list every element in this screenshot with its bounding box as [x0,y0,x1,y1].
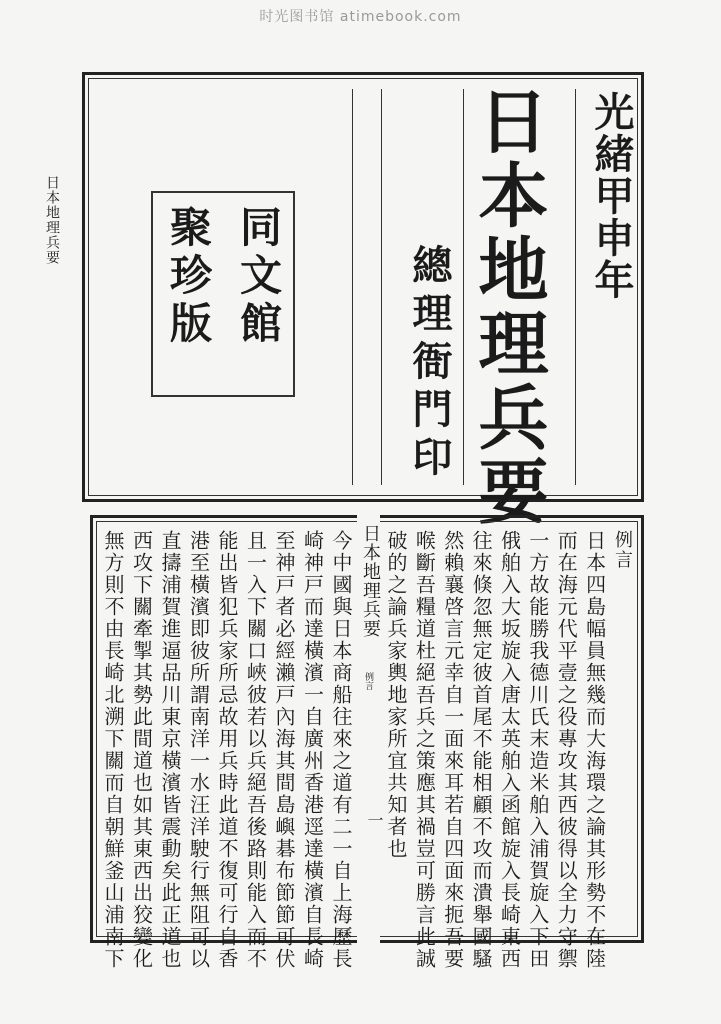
text-page-left [90,515,357,970]
column-divider [352,89,353,485]
column-divider [463,89,464,485]
seal-text-right: 同文館 [234,205,283,349]
text-column: 直擣浦賀進逼品川東京橫濱皆震動矣此正道也 [158,530,182,970]
column-divider [381,89,382,485]
fold-page-number: 一 [365,812,384,828]
right-columns [384,530,633,970]
text-column: 往來倏忽無定彼首尾不能相顧不攻而潰舉國騷 [469,530,494,970]
publisher-line: 總理衙門印 [406,244,453,484]
text-column: 今中國與日本商船往來之道有二一自上海歷長 [329,530,353,970]
text-column: 至神戸者必經瀨戸內海其間島嶼碁布節節可伏 [272,530,296,970]
text-page-right [380,515,644,970]
text-column: 西攻下關牽掣其勢此間道也如其東西出狡變化 [129,530,154,970]
press-seal-box [151,191,295,397]
text-page-left-inner [96,521,357,970]
text-column: 喉斷吾糧道杜絕吾兵之策應其禍豈可勝言此誠 [412,530,437,970]
side-title: 日本地理兵要 [44,175,60,265]
watermark: 时光图书馆 atimebook.com [259,9,462,25]
title-page [82,72,644,529]
left-columns [101,530,353,970]
fold-title: 日本地理兵要 [360,524,381,638]
text-column: 俄舶入大坂旋入唐太英舶入函館旋入長崎東西 [497,530,522,970]
text-column: 一方故能勝我德川氏末造米舶入浦賀旋入下田 [525,530,550,970]
text-column: 且一入下關口峽彼若以兵絕吾後路則能入而不 [243,530,268,970]
text-column: 然賴襄啓言元幸自一面來耳若自四面來扼吾要 [440,530,465,970]
text-column: 日本四島幅員無幾而大海環之論其形勢不在陸 [582,530,607,970]
book-title: 日本地理兵要 [467,85,550,529]
text-column: 能出皆犯兵家所忌故用兵時此道不復可行自香 [215,530,239,970]
text-column: 而在海元代平壹之役專攻其西彼得以全力守禦 [554,530,579,970]
text-column: 破的之論兵家輿地家所宜共知者也 [384,530,408,860]
seal-text-left: 聚珍版 [164,205,213,349]
title-page-inner-border [88,78,638,529]
text-column: 無方則不由長崎北溯下關而自朝鮮釜山浦南下 [101,530,125,970]
column-divider [575,89,576,485]
date-line: 光緒甲申年 [588,91,635,301]
text-column: 崎神戸而達橫濱一自廣州香港逕達橫濱自長崎 [300,530,325,970]
text-page-right-inner [380,521,638,970]
fold-section: 例言 [363,672,373,690]
section-heading: 例言 [612,530,633,570]
text-column: 港至橫濱即彼所謂南洋一水汪洋駛行無阻可以 [186,530,211,970]
